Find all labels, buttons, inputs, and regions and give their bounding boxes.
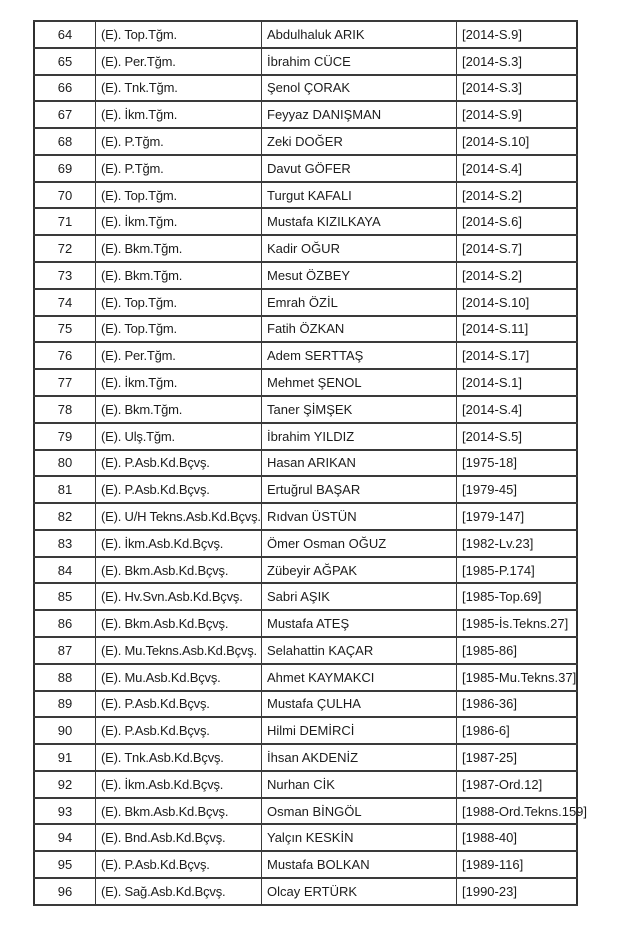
name-cell: Zübeyir AĞPAK [262,557,457,584]
rank-cell: (E). P.Tğm. [96,155,262,182]
rank-cell: (E). Bkm.Asb.Kd.Bçvş. [96,557,262,584]
table-row [34,530,577,557]
no-cell: 86 [34,610,96,637]
code-cell: [2014-S.7] [457,235,578,262]
code-cell: [2014-S.4] [457,396,578,423]
table-row [34,851,577,878]
table-row [34,342,577,369]
code-cell: [1985-86] [457,637,578,664]
code-cell: [2014-S.2] [457,182,578,209]
code-cell: [1986-6] [457,717,578,744]
table-row [34,691,577,718]
rank-cell: (E). Per.Tğm. [96,48,262,75]
rank-cell: (E). İkm.Asb.Kd.Bçvş. [96,530,262,557]
name-cell: Davut GÖFER [262,155,457,182]
no-cell: 73 [34,262,96,289]
table-row [34,101,577,128]
no-cell: 94 [34,824,96,851]
code-cell: [1988-Ord.Tekns.159] [457,798,578,825]
no-cell: 71 [34,208,96,235]
name-cell: Selahattin KAÇAR [262,637,457,664]
rank-cell: (E). Tnk.Asb.Kd.Bçvş. [96,744,262,771]
rank-cell: (E). Tnk.Tğm. [96,75,262,102]
code-cell: [1985-Mu.Tekns.37] [457,664,578,691]
name-cell: Zeki DOĞER [262,128,457,155]
rank-cell: (E). Sağ.Asb.Kd.Bçvş. [96,878,262,905]
code-cell: [2014-S.3] [457,48,578,75]
rank-cell: (E). Bkm.Asb.Kd.Bçvş. [96,610,262,637]
no-cell: 79 [34,423,96,450]
no-cell: 92 [34,771,96,798]
rank-cell: (E). Mu.Asb.Kd.Bçvş. [96,664,262,691]
table-row [34,583,577,610]
table-row [34,610,577,637]
table-row [34,75,577,102]
table-row [34,476,577,503]
name-cell: Abdulhaluk ARIK [262,21,457,48]
no-cell: 91 [34,744,96,771]
rank-cell: (E). P.Asb.Kd.Bçvş. [96,476,262,503]
rank-cell: (E). P.Asb.Kd.Bçvş. [96,851,262,878]
name-cell: Hasan ARIKAN [262,450,457,477]
code-cell: [1985-İs.Tekns.27] [457,610,578,637]
name-cell: Feyyaz DANIŞMAN [262,101,457,128]
code-cell: [1987-25] [457,744,578,771]
code-cell: [2014-S.11] [457,316,578,343]
code-cell: [1989-116] [457,851,578,878]
table-row [34,744,577,771]
name-cell: Ömer Osman OĞUZ [262,530,457,557]
no-cell: 66 [34,75,96,102]
no-cell: 89 [34,691,96,718]
no-cell: 90 [34,717,96,744]
name-cell: Sabri AŞIK [262,583,457,610]
name-cell: Mustafa ÇULHA [262,691,457,718]
rank-cell: (E). P.Asb.Kd.Bçvş. [96,691,262,718]
name-cell: Mustafa ATEŞ [262,610,457,637]
no-cell: 64 [34,21,96,48]
table-row [34,717,577,744]
name-cell: İhsan AKDENİZ [262,744,457,771]
rank-cell: (E). İkm.Tğm. [96,369,262,396]
code-cell: [1985-P.174] [457,557,578,584]
rank-cell: (E). Hv.Svn.Asb.Kd.Bçvş. [96,583,262,610]
no-cell: 80 [34,450,96,477]
rank-cell: (E). Top.Tğm. [96,289,262,316]
table-row [34,48,577,75]
code-cell: [1990-23] [457,878,578,905]
table-row [34,155,577,182]
table-row [34,824,577,851]
code-cell: [2014-S.10] [457,289,578,316]
rank-cell: (E). Top.Tğm. [96,316,262,343]
name-cell: Mehmet ŞENOL [262,369,457,396]
no-cell: 85 [34,583,96,610]
no-cell: 65 [34,48,96,75]
code-cell: [1979-45] [457,476,578,503]
no-cell: 84 [34,557,96,584]
code-cell: [2014-S.9] [457,101,578,128]
table-row [34,396,577,423]
no-cell: 74 [34,289,96,316]
no-cell: 93 [34,798,96,825]
name-cell: Adem SERTTAŞ [262,342,457,369]
name-cell: Şenol ÇORAK [262,75,457,102]
rank-cell: (E). Ulş.Tğm. [96,423,262,450]
code-cell: [2014-S.5] [457,423,578,450]
table-row [34,128,577,155]
table-row [34,878,577,905]
no-cell: 76 [34,342,96,369]
name-cell: Turgut KAFALI [262,182,457,209]
name-cell: Mustafa KIZILKAYA [262,208,457,235]
table-row [34,557,577,584]
no-cell: 72 [34,235,96,262]
table-row [34,316,577,343]
personnel-table-body [34,21,588,905]
table-row [34,21,577,48]
code-cell: [1986-36] [457,691,578,718]
table-row [34,182,577,209]
name-cell: Osman BİNGÖL [262,798,457,825]
name-cell: Taner ŞİMŞEK [262,396,457,423]
name-cell: İbrahim YILDIZ [262,423,457,450]
table-row [34,289,577,316]
table-row [34,637,577,664]
table-row [34,503,577,530]
no-cell: 81 [34,476,96,503]
name-cell: Fatih ÖZKAN [262,316,457,343]
rank-cell: (E). Mu.Tekns.Asb.Kd.Bçvş. [96,637,262,664]
rank-cell: (E). İkm.Tğm. [96,208,262,235]
rank-cell: (E). P.Tğm. [96,128,262,155]
table-row [34,235,577,262]
no-cell: 78 [34,396,96,423]
rank-cell: (E). Per.Tğm. [96,342,262,369]
personnel-table [33,20,588,906]
name-cell: Nurhan CİK [262,771,457,798]
rank-cell: (E). Bnd.Asb.Kd.Bçvş. [96,824,262,851]
no-cell: 82 [34,503,96,530]
name-cell: Mustafa BOLKAN [262,851,457,878]
name-cell: Mesut ÖZBEY [262,262,457,289]
table-row [34,771,577,798]
name-cell: Hilmi DEMİRCİ [262,717,457,744]
rank-cell: (E). P.Asb.Kd.Bçvş. [96,717,262,744]
code-cell: [2014-S.4] [457,155,578,182]
no-cell: 69 [34,155,96,182]
table-row [34,369,577,396]
code-cell: [2014-S.6] [457,208,578,235]
no-cell: 70 [34,182,96,209]
name-cell: Olcay ERTÜRK [262,878,457,905]
table-row [34,208,577,235]
name-cell: Ahmet KAYMAKCI [262,664,457,691]
code-cell: [2014-S.9] [457,21,578,48]
name-cell: Yalçın KESKİN [262,824,457,851]
code-cell: [1988-40] [457,824,578,851]
code-cell: [1987-Ord.12] [457,771,578,798]
table-row [34,262,577,289]
no-cell: 67 [34,101,96,128]
rank-cell: (E). İkm.Asb.Kd.Bçvş. [96,771,262,798]
no-cell: 96 [34,878,96,905]
rank-cell: (E). Top.Tğm. [96,21,262,48]
code-cell: [2014-S.2] [457,262,578,289]
no-cell: 83 [34,530,96,557]
no-cell: 77 [34,369,96,396]
rank-cell: (E). Top.Tğm. [96,182,262,209]
rank-cell: (E). P.Asb.Kd.Bçvş. [96,450,262,477]
name-cell: Rıdvan ÜSTÜN [262,503,457,530]
code-cell: [1975-18] [457,450,578,477]
name-cell: Kadir OĞUR [262,235,457,262]
rank-cell: (E). Bkm.Tğm. [96,396,262,423]
code-cell: [2014-S.17] [457,342,578,369]
no-cell: 88 [34,664,96,691]
rank-cell: (E). Bkm.Tğm. [96,235,262,262]
table-row [34,798,577,825]
no-cell: 87 [34,637,96,664]
code-cell: [2014-S.3] [457,75,578,102]
no-cell: 68 [34,128,96,155]
table-row [34,450,577,477]
rank-cell: (E). U/H Tekns.Asb.Kd.Bçvş. [96,503,262,530]
no-cell: 95 [34,851,96,878]
table-row [34,423,577,450]
code-cell: [1985-Top.69] [457,583,578,610]
code-cell: [2014-S.10] [457,128,578,155]
code-cell: [1979-147] [457,503,578,530]
code-cell: [2014-S.1] [457,369,578,396]
name-cell: Emrah ÖZİL [262,289,457,316]
rank-cell: (E). Bkm.Asb.Kd.Bçvş. [96,798,262,825]
code-cell: [1982-Lv.23] [457,530,578,557]
no-cell: 75 [34,316,96,343]
name-cell: İbrahim CÜCE [262,48,457,75]
rank-cell: (E). İkm.Tğm. [96,101,262,128]
name-cell: Ertuğrul BAŞAR [262,476,457,503]
rank-cell: (E). Bkm.Tğm. [96,262,262,289]
table-row [34,664,577,691]
